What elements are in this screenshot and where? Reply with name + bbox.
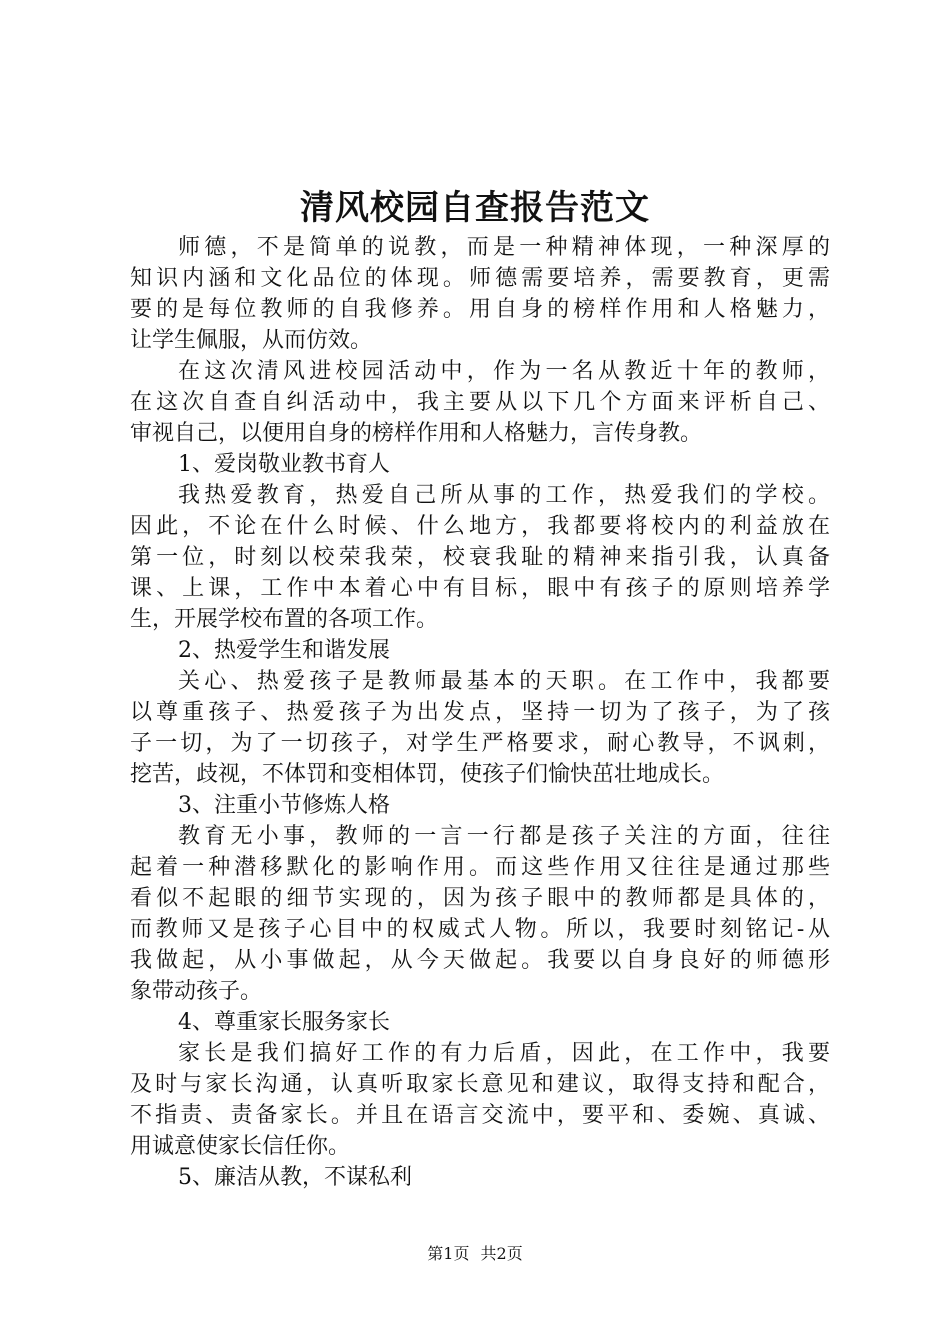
text-line: 关心、热爱孩子是教师最基本的天职。在工作中，我都要 xyxy=(178,669,830,694)
text-line: 5、廉洁从教，不谋私利 xyxy=(178,1165,412,1190)
page-footer xyxy=(0,1242,950,1266)
text-line: 起着一种潜移默化的影响作用。而这些作用又往往是通过那些 xyxy=(130,855,830,880)
text-line: 我热爱教育，热爱自己所从事的工作，热爱我们的学校。 xyxy=(178,483,830,508)
text-line: 知识内涵和文化品位的体现。师德需要培养，需要教育，更需 xyxy=(130,266,830,291)
text-line: 第一位，时刻以校荣我荣，校衰我耻的精神来指引我，认真备 xyxy=(130,545,830,570)
text-line: 让学生佩服，从而仿效。 xyxy=(130,328,373,353)
text-line: 看似不起眼的细节实现的，因为孩子眼中的教师都是具体的， xyxy=(130,886,830,911)
text-line: 家长是我们搞好工作的有力后盾，因此，在工作中，我要 xyxy=(178,1041,830,1066)
text-line: 在这次清风进校园活动中，作为一名从教近十年的教师， xyxy=(178,359,830,384)
page-total: 共2页 xyxy=(480,1244,523,1263)
text-line: 教育无小事，教师的一言一行都是孩子关注的方面，往往 xyxy=(178,824,830,849)
page-number: 第1页 xyxy=(427,1244,470,1263)
text-line: 用诚意使家长信任你。 xyxy=(130,1134,351,1159)
text-line: 要的是每位教师的自我修养。用自身的榜样作用和人格魅力， xyxy=(130,297,830,322)
text-line: 及时与家长沟通，认真听取家长意见和建议，取得支持和配合， xyxy=(130,1072,830,1097)
text-line: 1、爱岗敬业教书育人 xyxy=(178,452,390,477)
text-line: 象带动孩子。 xyxy=(130,979,263,1004)
text-line: 4、尊重家长服务家长 xyxy=(178,1010,390,1035)
text-line: 因此，不论在什么时候、什么地方，我都要将校内的利益放在 xyxy=(130,514,830,539)
text-line: 在这次自查自纠活动中，我主要从以下几个方面来评析自己、 xyxy=(130,390,830,415)
text-line: 不指责、责备家长。并且在语言交流中，要平和、委婉、真诚、 xyxy=(130,1103,830,1128)
text-line: 以尊重孩子、热爱孩子为出发点，坚持一切为了孩子，为了孩 xyxy=(130,700,830,725)
text-line: 3、注重小节修炼人格 xyxy=(178,793,390,818)
text-line: 挖苦，歧视，不体罚和变相体罚，使孩子们愉快茁壮地成长。 xyxy=(130,762,725,787)
text-line: 生，开展学校布置的各项工作。 xyxy=(130,607,439,632)
text-line: 审视自己，以便用自身的榜样作用和人格魅力，言传身教。 xyxy=(130,421,703,446)
document-title: 清风校园自查报告范文 xyxy=(300,188,650,228)
text-line: 子一切，为了一切孩子，对学生严格要求，耐心教导，不讽刺， xyxy=(130,731,830,756)
text-line: 师德，不是简单的说教，而是一种精神体现，一种深厚的 xyxy=(178,235,830,260)
document-body xyxy=(130,232,830,1193)
text-line: 而教师又是孩子心目中的权威式人物。所以，我要时刻铭记-从 xyxy=(130,917,830,942)
text-line: 2、热爱学生和谐发展 xyxy=(178,638,390,663)
text-line: 我做起，从小事做起，从今天做起。我要以自身良好的师德形 xyxy=(130,948,830,973)
text-line: 课、上课，工作中本着心中有目标，眼中有孩子的原则培养学 xyxy=(130,576,830,601)
